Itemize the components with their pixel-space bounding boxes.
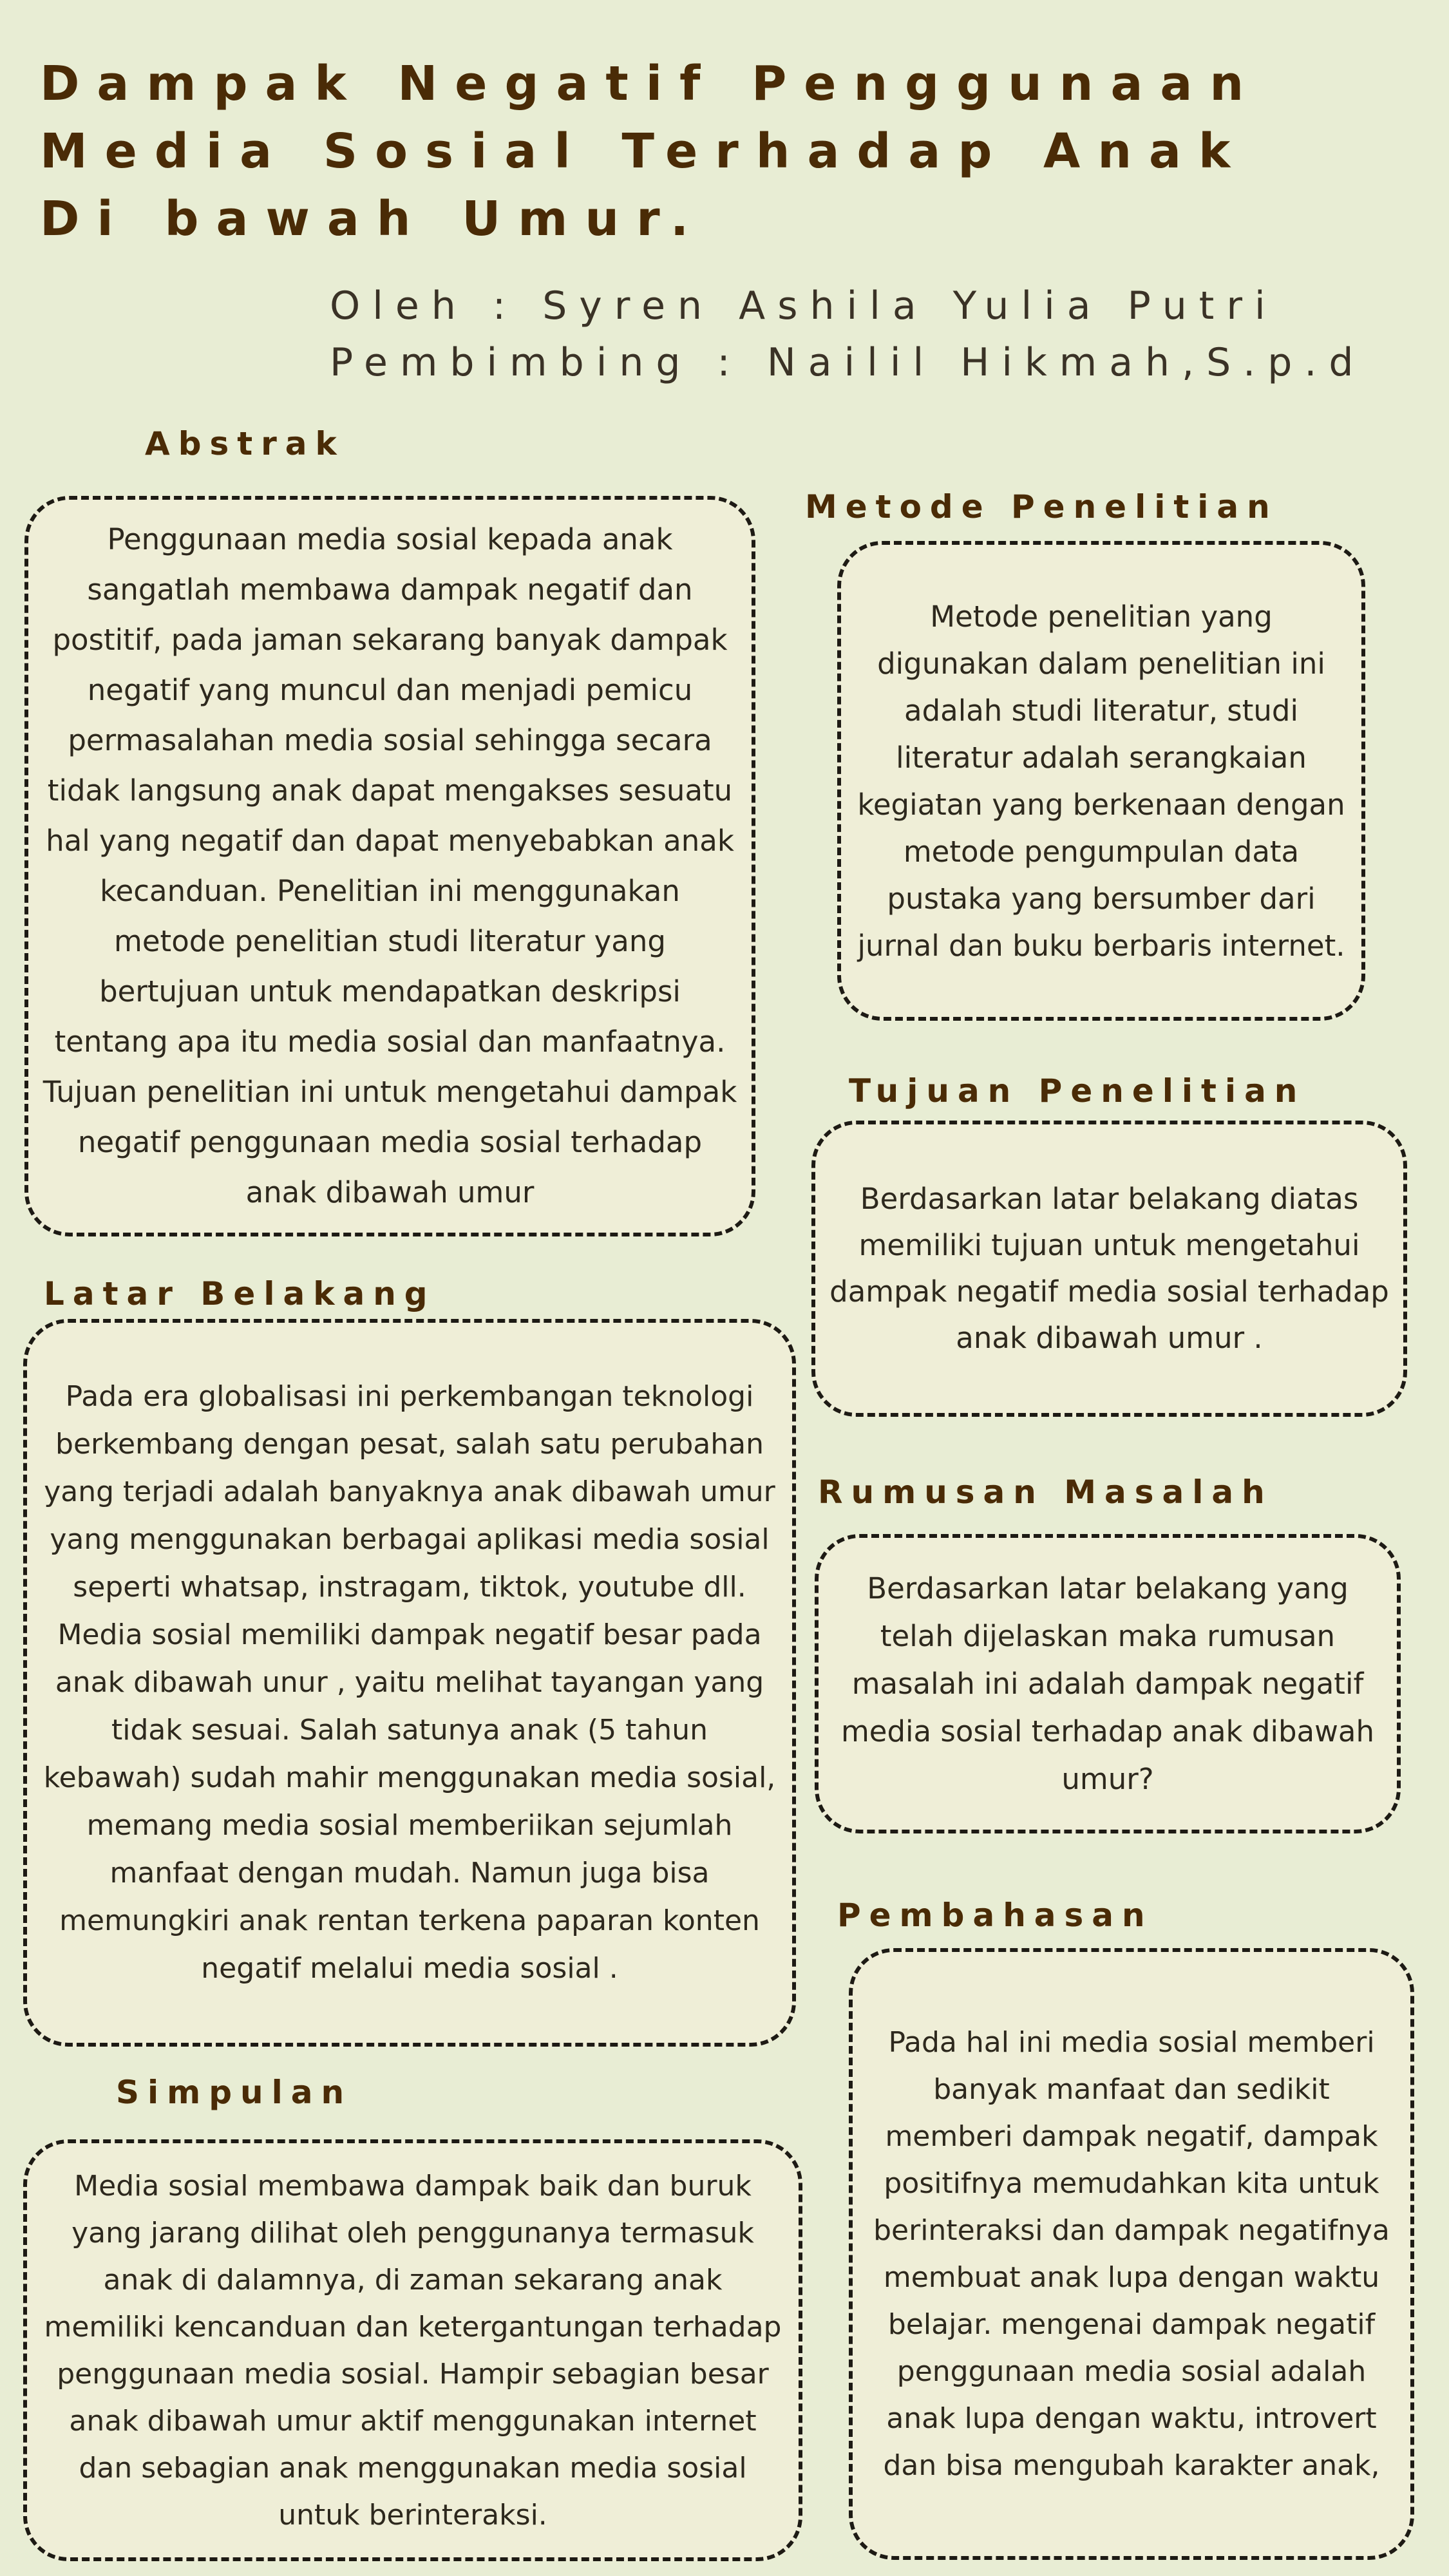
metode-heading: Metode Penelitian bbox=[805, 488, 1278, 526]
rumusan-text: Berdasarkan latar belakang yang telah dijelaskan maka rumusan masalah ini adalah dampak negatif media sosial terhadap anak dibawah umur? bbox=[840, 1571, 1375, 1796]
abstrak-box bbox=[24, 496, 755, 1236]
simpulan-box bbox=[23, 2139, 802, 2561]
title-line-3: Di bawah Umur. bbox=[40, 191, 706, 247]
simpulan-text: Media sosial membawa dampak baik dan buruk yang jarang dilihat oleh penggunanya termasuk anak di dalamnya, di zaman sekarang anak memiliki kencanduan dan ketergantungan terhadap penggunaan media sosial. Hampir sebagian besar anak dibawah umur aktif menggunakan internet dan sebagian anak menggunakan media sosial untuk berinteraksi. bbox=[44, 2169, 782, 2532]
metode-box bbox=[837, 541, 1365, 1021]
tujuan-heading: Tujuan Penelitian bbox=[849, 1072, 1306, 1110]
tujuan-text: Berdasarkan latar belakang diatas memiliki tujuan untuk mengetahui dampak negatif media sosial terhadap anak dibawah umur . bbox=[829, 1182, 1389, 1355]
pembahasan-text: Pada hal ini media sosial memberi banyak manfaat dan sedikit memberi dampak negatif, dampak positifnya memudahkan kita untuk berinteraksi dan dampak negatifnya membuat anak lupa dengan waktu belajar. mengenai dampak negatif penggunaan media sosial adalah anak lupa dengan waktu, introvert dan bisa mengubah karakter anak, bbox=[873, 2026, 1390, 2482]
latar-text: Pada era globalisasi ini perkembangan teknologi berkembang dengan pesat, salah satu perubahan yang terjadi adalah banyaknya anak dibawah umur yang menggunakan berbagai aplikasi media sosial seperti whatsap, instragam, tiktok, youtube dll. Media sosial memiliki dampak negatif besar pada anak dibawah unur , yaitu melihat tayangan yang tidak sesuai. Salah satunya anak (5 tahun kebawah) sudah mahir menggunakan media sosial, memang media sosial memberiikan sejumlah manfaat dengan mudah. Namun juga bisa memungkiri anak rentan terkena paparan konten negatif melalui media sosial . bbox=[43, 1380, 776, 1985]
advisor-line: Pembimbing : Nailil Hikmah,S.p.d bbox=[330, 340, 1366, 385]
abstrak-text: Penggunaan media sosial kepada anak sangatlah membawa dampak negatif dan postitif, pada jaman sekarang banyak dampak negatif yang muncul dan menjadi pemicu permasalahan media sosial sehingga secara tidak langsung anak dapat mengakses sesuatu hal yang negatif dan dapat menyebabkan anak kecanduan. Penelitian ini menggunakan metode penelitian studi literatur yang bertujuan untuk mendapatkan deskripsi tentang apa itu media sosial dan manfaatnya. Tujuan penelitian ini untuk mengetahui dampak negatif penggunaan media sosial terhadap anak dibawah umur bbox=[43, 522, 737, 1209]
pembahasan-box bbox=[849, 1948, 1414, 2560]
latar-heading: Latar Belakang bbox=[44, 1275, 436, 1312]
simpulan-heading: Simpulan bbox=[116, 2074, 353, 2111]
title-line-2: Media Sosial Terhadap Anak bbox=[40, 124, 1248, 179]
rumusan-box bbox=[815, 1534, 1401, 1833]
latar-box bbox=[23, 1319, 796, 2047]
poster-title bbox=[40, 50, 1425, 253]
abstrak-heading: Abstrak bbox=[145, 425, 345, 462]
pembahasan-heading: Pembahasan bbox=[837, 1897, 1153, 1934]
tujuan-box bbox=[811, 1121, 1407, 1417]
rumusan-heading: Rumusan Masalah bbox=[818, 1473, 1273, 1511]
title-line-1: Dampak Negatif Penggunaan bbox=[40, 56, 1262, 111]
metode-text: Metode penelitian yang digunakan dalam penelitian ini adalah studi literatur, studi literatur adalah serangkaian kegiatan yang berkenaan dengan metode pengumpulan data pustaka yang bersumber dari jurnal dan buku berbaris internet. bbox=[857, 599, 1345, 963]
author-line: Oleh : Syren Ashila Yulia Putri bbox=[330, 283, 1278, 328]
